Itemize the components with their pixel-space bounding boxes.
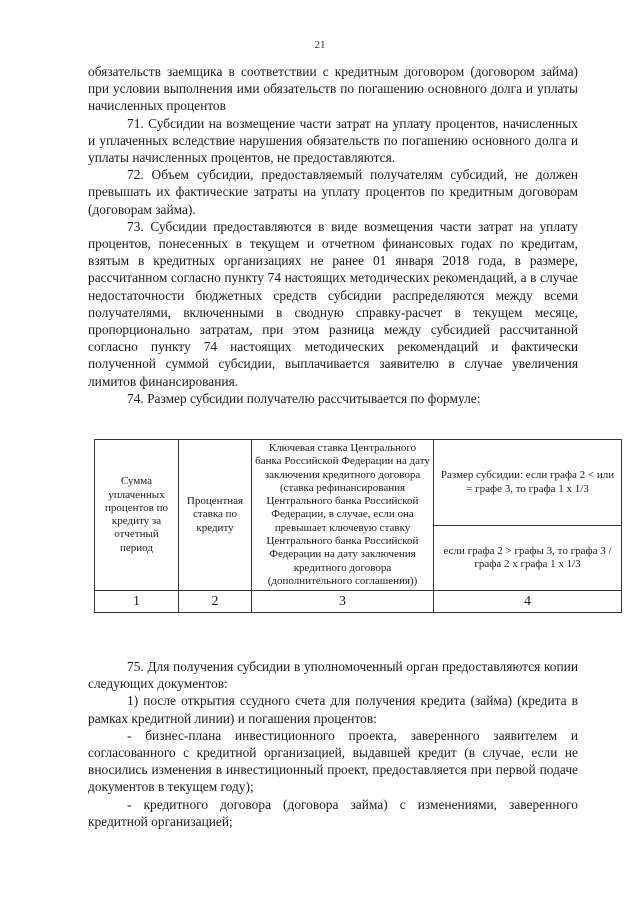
column-number: 4 [434,591,622,613]
paragraph: 72. Объем субсидии, предоставляемый получателям субсидий, не должен превышать их фактические затраты на уплату процентов по кредитным договорам (договорам займа). [88,167,578,217]
body-text-top [88,63,578,407]
column-number: 1 [95,591,179,613]
table-cell-col4-top: Размер субсидии: если графа 2 < или = графе 3, то графа 1 х 1/3 [434,440,622,526]
table-row-numbers [95,591,622,613]
list-item: - бизнес-плана инвестиционного проекта, заверенного заявителем и согласованного с кредитной организацией, выдавшей кредит (в случае, если не вносились изменения в инвестиционный проект, предоставляется при первой подаче документов в текущем году); [88,727,578,795]
table-cell-col4-bottom: если графа 2 > графы 3, то графа 3 / графа 2 х графа 1 х 1/3 [434,526,622,591]
subsidy-formula-table [94,439,622,613]
column-number: 3 [252,591,434,613]
paragraph: 73. Субсидии предоставляются в виде возмещения части затрат на уплату процентов, понесенных в текущем и отчетном финансовых годах по кредитам, взятым в кредитных организациях не ранее 01 января 2018 года, в размере, рассчитанном согласно пункту 74 настоящих методических рекомендаций, а в случае недостаточности бюджетных средств субсидии распределяются между всеми получателями, включенными в сводную справку-расчет в текущем месяце, пропорционально затратам, при этом разница между субсидией рассчитанной согласно пункту 74 настоящих методических рекомендаций и фактически полученной суммой субсидии, выплачивается заявителю в случае увеличения лимитов финансирования. [88,218,578,389]
paragraph: 74. Размер субсидии получателю рассчитывается по формуле: [127,390,481,406]
paragraph: 1) после открытия ссудного счета для получения кредита (займа) (кредита в рамках кредитной линии) и погашения процентов: [88,693,578,726]
page-number: 21 [314,39,326,51]
list-item: - кредитного договора (договора займа) с изменениями, заверенного кредитной организацией; [88,796,578,829]
table-cell-col2: Процентная ставка по кредиту [179,440,252,591]
paragraph: 71. Субсидии на возмещение части затрат на уплату процентов, начисленных и уплаченных вследствие нарушения обязательств по погашению основного долга и уплаты начисленных процентов, не предоставляются. [88,115,578,166]
table-cell-col1: Сумма уплаченных процентов по кредиту за отчетный период [95,440,179,591]
paragraph: 75. Для получения субсидии в уполномоченный орган предоставляются копии следующих документов: [88,659,578,692]
table-cell-col3: Ключевая ставка Центрального банка Российской Федерации на дату заключения кредитного договора (ставка рефинансирования Центрального банка Российской Федерации, в случае, если она превышает ключевую ставку Центрального банка Российской Федерации на дату заключения кредитного договора (дополнительного соглашения)) [252,440,434,591]
table-row [95,440,622,526]
body-text-bottom [88,658,578,830]
paragraph: обязательств заемщика в соответствии с кредитным договором (договором займа) при условии выполнения ими обязательств по погашению основного долга и уплаты начисленных процентов [88,64,578,114]
column-number: 2 [179,591,252,613]
